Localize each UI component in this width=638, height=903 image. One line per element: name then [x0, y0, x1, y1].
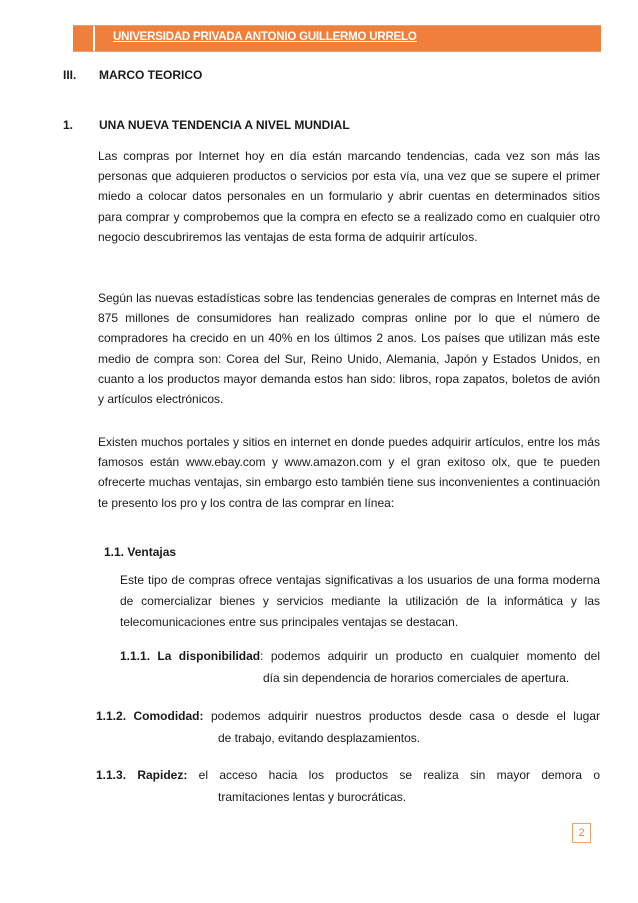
item-rapidez	[96, 764, 600, 808]
item-label: 1.1.2. Comodidad:	[96, 709, 204, 723]
item-continuation: de trabajo, evitando desplazamientos.	[218, 731, 421, 745]
ventajas-heading: 1.1. Ventajas	[104, 545, 177, 559]
header-banner	[73, 25, 601, 52]
paragraph-portales: Existen muchos portales y sitios en internet en donde puedes adquirir artículos, entre los más famosos están www.ebay.com y www.amazon.com y el gran exitoso olx, que te pueden ofrecerte muchas ventajas, sin embargo esto también tiene sus inconvenientes a continuación te presento los pro y los contra de las comprar en línea:	[98, 435, 600, 510]
item-continuation: día sin dependencia de horarios comerciales de apertura.	[263, 671, 570, 685]
item-disponibilidad	[120, 645, 600, 689]
item-line	[96, 705, 600, 727]
subsection-number: 1.	[63, 118, 74, 132]
page-number: 2	[572, 823, 591, 843]
subsection-heading	[63, 118, 463, 134]
paragraph-compras-internet: Las compras por Internet hoy en día están marcando tendencias, cada vez son más las personas que adquieren productos o servicios por esta vía, una vez que se supere el primer miedo a colocar datos personales en un formulario y abrir cuentas en determinados sitios para comprar y comprobemos que la compra en efecto se a realizado como en cualquier otro negocio descubriremos las ventajas de esta forma de adquirir artículos.	[98, 149, 600, 244]
item-continuation: tramitaciones lentas y burocráticas.	[218, 790, 407, 804]
item-line	[96, 764, 600, 786]
item-text: : podemos adquirir un producto en cualquier momento del	[260, 649, 600, 663]
section-heading	[63, 68, 363, 84]
header-divider	[93, 26, 95, 51]
subsection-title: UNA NUEVA TENDENCIA A NIVEL MUNDIAL	[99, 118, 350, 132]
item-label: 1.1.1. La disponibilidad	[120, 649, 261, 663]
item-text: el acceso hacia los productos se realiza sin mayor demora o	[187, 768, 600, 782]
section-number: III.	[63, 68, 77, 82]
section-title: MARCO TEORICO	[99, 68, 203, 82]
ventajas-intro: Este tipo de compras ofrece ventajas significativas a los usuarios de una forma moderna de comercializar bienes y servicios mediante la utilización de la informática y las telecomunicaciones entre sus principales ventajas se destacan.	[120, 573, 600, 629]
item-line	[120, 645, 600, 667]
item-comodidad	[96, 705, 600, 749]
paragraph-estadisticas: Según las nuevas estadísticas sobre las tendencias generales de compras en Internet más de 875 millones de consumidores han realizado compras online por lo que el número de compradores ha crecido en un 40% en los últimos 2 anos. Los países que utilizan más este medio de compra son: Corea del Sur, Reino Unido, Alemania, Japón y Estados Unidos, en cuanto a los productos mayor demanda estos han sido: libros, ropa zapatos, boletos de avión y artículos electrónicos.	[98, 291, 600, 407]
university-title: UNIVERSIDAD PRIVADA ANTONIO GUILLERMO URRELO	[113, 31, 417, 43]
item-text: podemos adquirir nuestros productos desde casa o desde el lugar	[203, 709, 600, 723]
item-label: 1.1.3. Rapidez:	[96, 768, 188, 782]
